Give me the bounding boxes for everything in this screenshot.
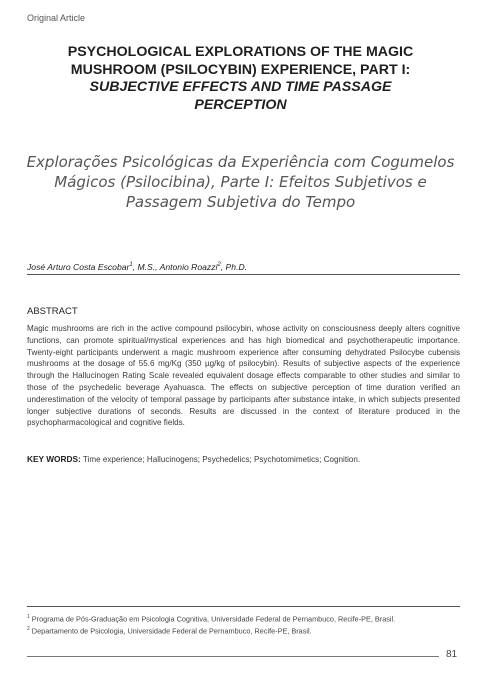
author-1-degree: , M.S., <box>132 262 160 272</box>
footnote-1-mark: 1 <box>27 614 30 620</box>
author-2-degree: , Ph.D. <box>220 262 248 272</box>
pt-title-line-1: Explorações Psicológicas da Experiência com Cogumelos <box>26 153 455 171</box>
title-line-4: PERCEPTION <box>194 96 287 113</box>
page-footer-rule <box>27 656 439 657</box>
section-label: Original Article <box>27 13 86 23</box>
footnote-2-mark: 2 <box>27 626 30 633</box>
pt-title-line-2: Mágicos (Psilocibina), Parte I: Efeitos Subjetivos e <box>54 173 427 191</box>
page-number: 81 <box>446 649 458 660</box>
keywords-list: Time experience; Hallucinogens; Psychedelics; Psychotomimetics; Cognition. <box>80 455 361 464</box>
portuguese-title <box>20 152 461 212</box>
title-line-3: SUBJECTIVE EFFECTS AND TIME PASSAGE <box>89 79 392 95</box>
footnote-1-text: Programa de Pós-Graduação em Psicologia Cognitiva, Universidade Federal de Pernambuco, Recife-PE, Brasil. <box>29 614 396 624</box>
footnote-1 <box>27 612 395 624</box>
footnote-divider <box>27 606 460 607</box>
abstract-body: Magic mushrooms are rich in the active compound psilocybin, whose activity on consciousness deeply alters cognitive functions, can promote spiritual/mystical experiences and has high biomedical and psychotherapeutic importance. Twenty-eight participants underwent a magic mushroom experience after consuming dehydrated Psilocybe cubensis mushrooms at the dosage of 55.6 mg/Kg (350 µg/kg of psilocybin). Results of subjective aspects of the experience through the Hallucinogen Rating Scale revealed equivalent dosage effects comparable to other studies and similar to those of the psychedelic beverage Ayahuasca. The effects on subjective perception of time duration verified an underestimation of the velocity of temporal passage by participants after substance intake, in which subjects presented longer subjective durations of seconds. Results are discussed in the context of literature produced in the psychopharmacological and cognitive fields. <box>27 324 460 428</box>
pt-title-line-3: Passagem Subjetiva do Tempo <box>125 193 356 211</box>
abstract-heading: ABSTRACT <box>27 306 78 317</box>
author-2-name: Antonio Roazzi <box>159 262 218 272</box>
author-1-affiliation-mark: 1 <box>129 262 133 269</box>
title-line-2: MUSHROOM (PSILOCYBIN) EXPERIENCE, PART I: <box>70 61 411 78</box>
article-title <box>20 44 461 114</box>
footnote-2 <box>27 624 395 636</box>
keywords <box>27 454 460 466</box>
footnotes <box>27 612 395 637</box>
author-2-affiliation-mark: 2 <box>217 262 221 269</box>
author-1-name: José Arturo Costa Escobar <box>27 262 130 272</box>
keywords-label: KEY WORDS: <box>27 454 81 464</box>
authors-line <box>27 262 247 272</box>
title-line-1: PSYCHOLOGICAL EXPLORATIONS OF THE MAGIC <box>67 44 414 60</box>
authors-divider <box>27 274 460 275</box>
footnote-2-text: Departamento de Psicologia, Universidade Federal de Pernambuco, Recife-PE, Brasil. <box>29 626 312 636</box>
